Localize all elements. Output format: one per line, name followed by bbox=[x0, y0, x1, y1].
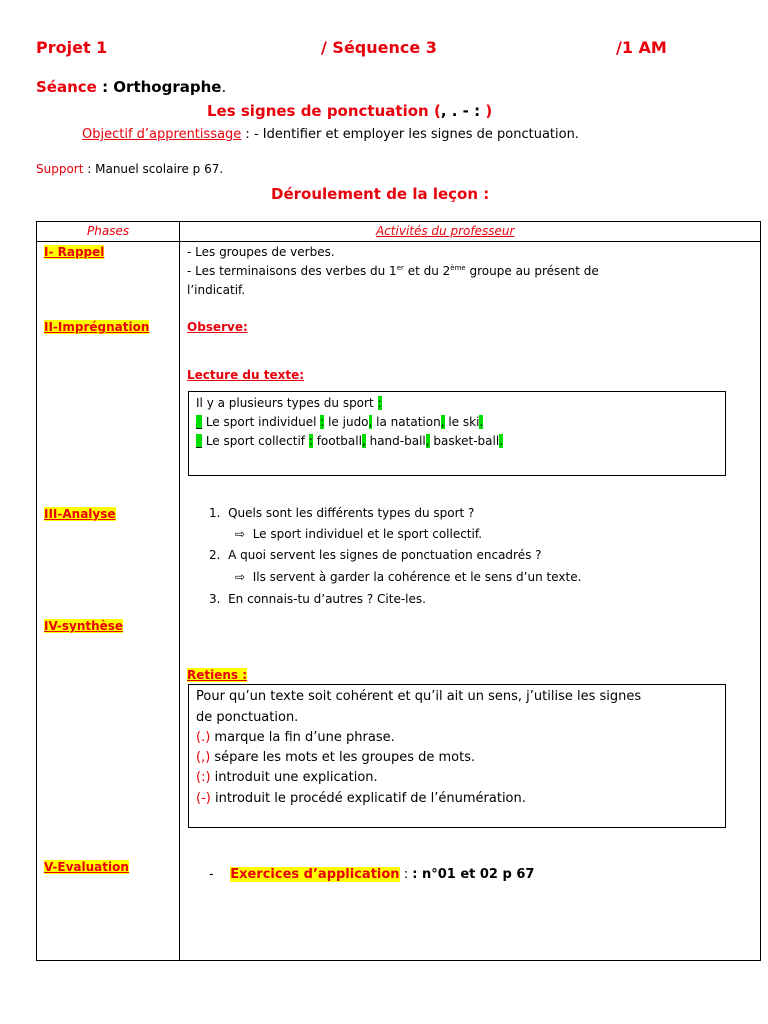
text-line-2-b: le judo bbox=[324, 415, 369, 429]
observe-label: Observe: bbox=[187, 320, 248, 334]
text-box bbox=[188, 391, 726, 476]
header-phases: Phases bbox=[87, 224, 130, 238]
text-line-2-period: . bbox=[479, 415, 484, 429]
question-3 bbox=[209, 592, 426, 606]
text-line-2 bbox=[196, 415, 483, 429]
retiens-text-3: introduit une explication. bbox=[210, 770, 378, 785]
text-line-3-b: football bbox=[312, 434, 362, 448]
text-line-3-d: basket-ball bbox=[429, 434, 500, 448]
retiens-sign-4: (-) bbox=[196, 791, 211, 806]
text-line-3-colon: : bbox=[308, 434, 313, 448]
retiens-item-4 bbox=[196, 791, 526, 806]
retiens-item-2 bbox=[196, 750, 475, 765]
retiens-intro-1: Pour qu’un texte soit cohérent et qu’il ait un sens, j’utilise les signes bbox=[196, 689, 642, 704]
phase-analyse: III-Analyse bbox=[44, 507, 116, 521]
question-2 bbox=[209, 548, 542, 562]
rappel-line-3: l’indicatif. bbox=[187, 283, 246, 297]
text-line-2-c: la natation bbox=[372, 415, 441, 429]
lesson-title-close: ) bbox=[485, 102, 493, 120]
objectif-sep: : - bbox=[241, 127, 263, 142]
question-1 bbox=[209, 506, 474, 520]
arrow-icon: ⇨ bbox=[235, 527, 246, 541]
objectif-line bbox=[82, 127, 579, 142]
support-line bbox=[36, 162, 223, 176]
seance-line bbox=[36, 78, 226, 96]
deroulement-title: Déroulement de la leçon : bbox=[271, 185, 490, 203]
text-line-3 bbox=[196, 434, 503, 448]
rappel-line-2b: et du 2 bbox=[403, 264, 451, 278]
text-line-3-period: . bbox=[499, 434, 504, 448]
lesson-title-signs: , . - : bbox=[440, 102, 481, 120]
niveau-label: /1 AM bbox=[616, 38, 667, 57]
evaluation-dash: - bbox=[209, 867, 214, 882]
phase-rappel: I- Rappel bbox=[44, 245, 105, 259]
evaluation-text: : n°01 et 02 p 67 bbox=[412, 867, 535, 882]
question-1-num: 1. bbox=[209, 506, 221, 520]
answer-1-text: Le sport individuel et le sport collectif. bbox=[252, 527, 483, 541]
text-line-1 bbox=[196, 396, 382, 410]
phase-evaluation: V-Evaluation bbox=[44, 860, 129, 874]
retiens-text-1: marque la fin d’une phrase. bbox=[210, 730, 395, 745]
projet-label: Projet 1 bbox=[36, 38, 108, 57]
evaluation-sep: : bbox=[399, 867, 413, 882]
text-line-2-d: le ski bbox=[444, 415, 480, 429]
lesson-table bbox=[36, 221, 761, 961]
objectif-text: Identifier et employer les signes de ponctuation. bbox=[262, 127, 579, 142]
text-line-3-a: Le sport collectif bbox=[202, 434, 309, 448]
text-line-3-comma-2: , bbox=[425, 434, 430, 448]
question-3-text: En connais-tu d’autres ? Cite-les. bbox=[228, 592, 426, 606]
retiens-box bbox=[188, 684, 726, 828]
rappel-line-2a: - Les terminaisons des verbes du 1 bbox=[187, 264, 397, 278]
retiens-item-3 bbox=[196, 770, 378, 785]
objectif-label: Objectif d’apprentissage bbox=[82, 127, 242, 142]
question-2-text: A quoi servent les signes de ponctuation encadrés ? bbox=[228, 548, 542, 562]
retiens-text-2: sépare les mots et les groupes de mots. bbox=[210, 750, 476, 765]
header-divider bbox=[37, 241, 760, 242]
sequence-label: / Séquence 3 bbox=[321, 38, 437, 57]
question-2-num: 2. bbox=[209, 548, 221, 562]
rappel-line-2c: groupe au présent de bbox=[465, 264, 599, 278]
rappel-line-2 bbox=[187, 264, 599, 278]
text-line-3-c: hand-ball bbox=[365, 434, 426, 448]
rappel-sup-1: er bbox=[396, 264, 404, 272]
rappel-sup-2: ème bbox=[450, 264, 466, 272]
lecture-label: Lecture du texte: bbox=[187, 368, 305, 382]
text-line-2-comma-2: , bbox=[440, 415, 445, 429]
lesson-title-open: ( bbox=[433, 102, 441, 120]
text-line-2-comma-1: , bbox=[368, 415, 373, 429]
text-line-1-colon: : bbox=[377, 396, 382, 410]
phase-synthese: IV-synthèse bbox=[44, 619, 124, 633]
question-1-text: Quels sont les différents types du sport ? bbox=[228, 506, 475, 520]
header-activites: Activités du professeur bbox=[376, 224, 515, 238]
retiens-text-4: introduit le procédé explicatif de l’énumération. bbox=[210, 791, 526, 806]
answer-2-text: Ils servent à garder la cohérence et le sens d’un texte. bbox=[252, 570, 582, 584]
text-line-2-a: Le sport individuel bbox=[202, 415, 321, 429]
phase-impregnation: II-Imprégnation bbox=[44, 320, 150, 334]
arrow-icon: ⇨ bbox=[235, 570, 246, 584]
text-line-2-colon: : bbox=[320, 415, 325, 429]
text-line-3-comma-1: , bbox=[361, 434, 366, 448]
evaluation-line bbox=[209, 867, 534, 882]
column-divider bbox=[179, 222, 180, 960]
seance-label: Séance bbox=[36, 78, 97, 96]
retiens-intro-2: de ponctuation. bbox=[196, 710, 299, 725]
text-line-3-dash: _ bbox=[196, 434, 202, 448]
evaluation-label: Exercices d’application bbox=[230, 867, 400, 882]
retiens-label: Retiens : bbox=[187, 668, 248, 682]
seance-value: Orthographe bbox=[113, 78, 222, 96]
retiens-sign-2: (,) bbox=[196, 750, 211, 765]
retiens-sign-1: (.) bbox=[196, 730, 211, 745]
retiens-sign-3: (:) bbox=[196, 770, 211, 785]
text-line-1-text: Il y a plusieurs types du sport bbox=[196, 396, 374, 410]
retiens-item-1 bbox=[196, 730, 395, 745]
rappel-line-1: - Les groupes de verbes. bbox=[187, 245, 335, 259]
seance-dot: . bbox=[221, 78, 227, 96]
seance-sep: : bbox=[96, 78, 114, 96]
support-label: Support bbox=[36, 162, 84, 176]
lesson-title-text: Les signes de ponctuation bbox=[207, 102, 429, 120]
support-text: Manuel scolaire p 67. bbox=[95, 162, 224, 176]
answer-2 bbox=[235, 570, 581, 584]
answer-1 bbox=[235, 527, 482, 541]
question-3-num: 3. bbox=[209, 592, 221, 606]
support-sep: : bbox=[83, 162, 96, 176]
text-line-2-dash: _ bbox=[196, 415, 202, 429]
lesson-title bbox=[207, 102, 492, 120]
